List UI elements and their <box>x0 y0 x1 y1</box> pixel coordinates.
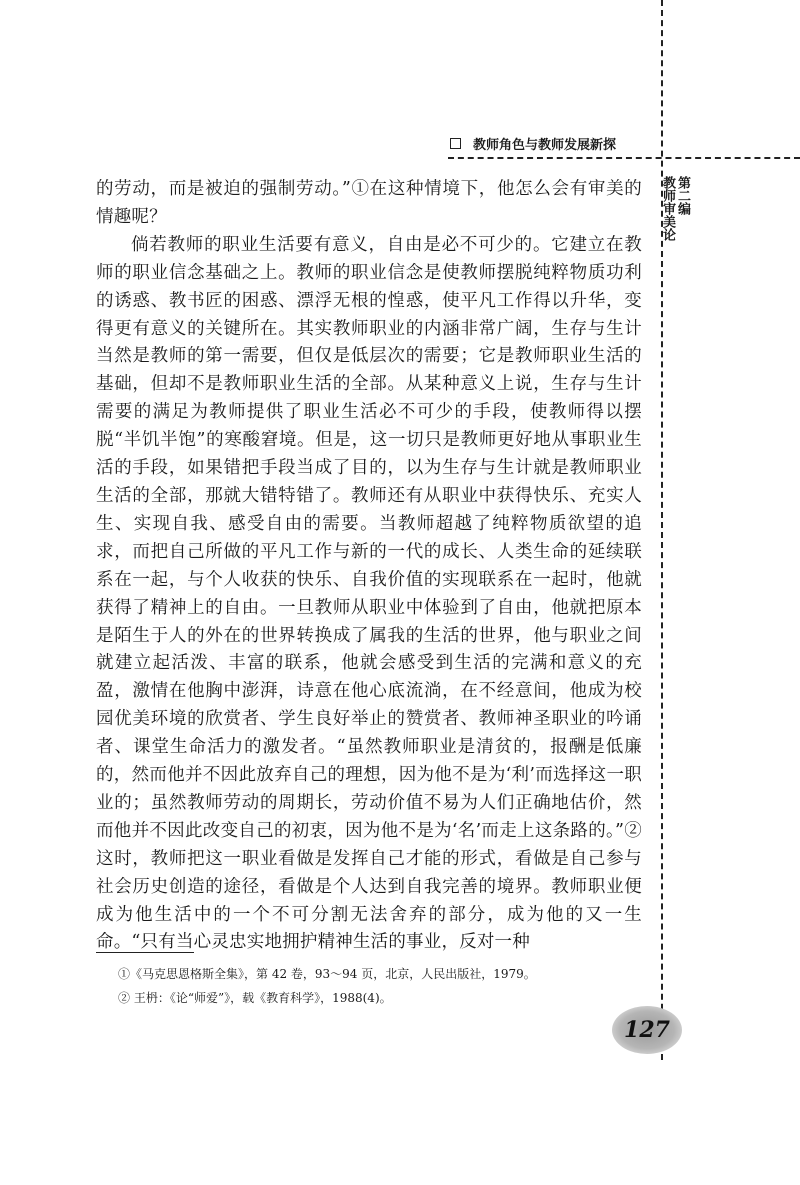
footnote-2: ② 王枬：《论“师爱”》，载《教育科学》，1988(4)。 <box>118 991 392 1005</box>
running-header <box>450 132 650 154</box>
sidebar-section-label: 教师审美论 <box>660 176 675 241</box>
section-sidebar <box>660 176 690 241</box>
page-number-text: 127 <box>624 1017 670 1043</box>
sidebar-part-label: 第二编 <box>675 176 690 215</box>
square-bullet-icon <box>450 138 461 149</box>
footnote-separator <box>96 952 194 953</box>
running-header-title: 教师角色与教师发展新探 <box>473 137 617 153</box>
margin-dashed-vertical-line <box>661 0 663 1060</box>
footnotes <box>118 962 638 1010</box>
page-number <box>612 1006 682 1054</box>
footnote-1: ①《马克思恩格斯全集》，第 42 卷，93～94 页，北京，人民出版社，1979。 <box>118 967 536 981</box>
body-paragraph: 的劳动，而是被迫的强制劳动。”①在这种情境下，他怎么会有审美的情趣呢？ <box>96 179 642 227</box>
main-text <box>96 176 642 957</box>
body-paragraph: 倘若教师的职业生活要有意义，自由是必不可少的。它建立在教师的职业信念基础之上。教师的职业信念是使教师摆脱纯粹物质功利的诱惑、教书匠的困惑、漂浮无根的惶惑，使平凡工作得以升华，变得更有意义的关键所在。其实教师职业的内涵非常广阔，生存与生计当然是教师的第一需要，但仅是低层次的需要；它是教师职业生活的基础，但却不是教师职业生活的全部。从某种意义上说，生存与生计需要的满足为教师提供了职业生活必不可少的手段，使教师得以摆脱“半饥半饱”的寒酸窘境。但是，这一切只是教师更好地从事职业生活的手段，如果错把手段当成了目的，以为生存与生计就是教师职业生活的全部，那就大错特错了。教师还有从职业中获得快乐、充实人生、实现自我、感受自由的需要。当教师超越了纯粹物质欲望的追求，而把自己所做的平凡工作与新的一代的成长、人类生命的延续联系在一起，与个人收获的快乐、自我价值的实现联系在一起时，他就获得了精神上的自由。一旦教师从职业中体验到了自由，他就把原本是陌生于人的外在的世界转换成了属我的生活的世界，他与职业之间就建立起活泼、丰富的联系，他就会感受到生活的完满和意义的充盈，激情在他胸中澎湃，诗意在他心底流淌，在不经意间，他成为校园优美环境的欣赏者、学生良好举止的赞赏者、教师神圣职业的吟诵者、课堂生命活力的激发者。“虽然教师职业是清贫的，报酬是低廉的，然而他并不因此放弃自己的理想，因为他不是为‘利’而选择这一职业的；虽然教师劳动的周期长，劳动价值不易为人们正确地估价，然而他并不因此改变自己的初衷，因为他不是为‘名’而走上这条路的。”②这时，教师把这一职业看做是发挥自己才能的形式，看做是自己参与社会历史创造的途径，看做是个人达到自我完善的境界。教师职业便成为他生活中的一个不可分割无法舍弃的部分，成为他的又一生命。“只有当心灵忠实地拥护精神生活的事业，反对一种 <box>96 234 642 953</box>
header-dashed-horizontal-line <box>448 157 800 159</box>
